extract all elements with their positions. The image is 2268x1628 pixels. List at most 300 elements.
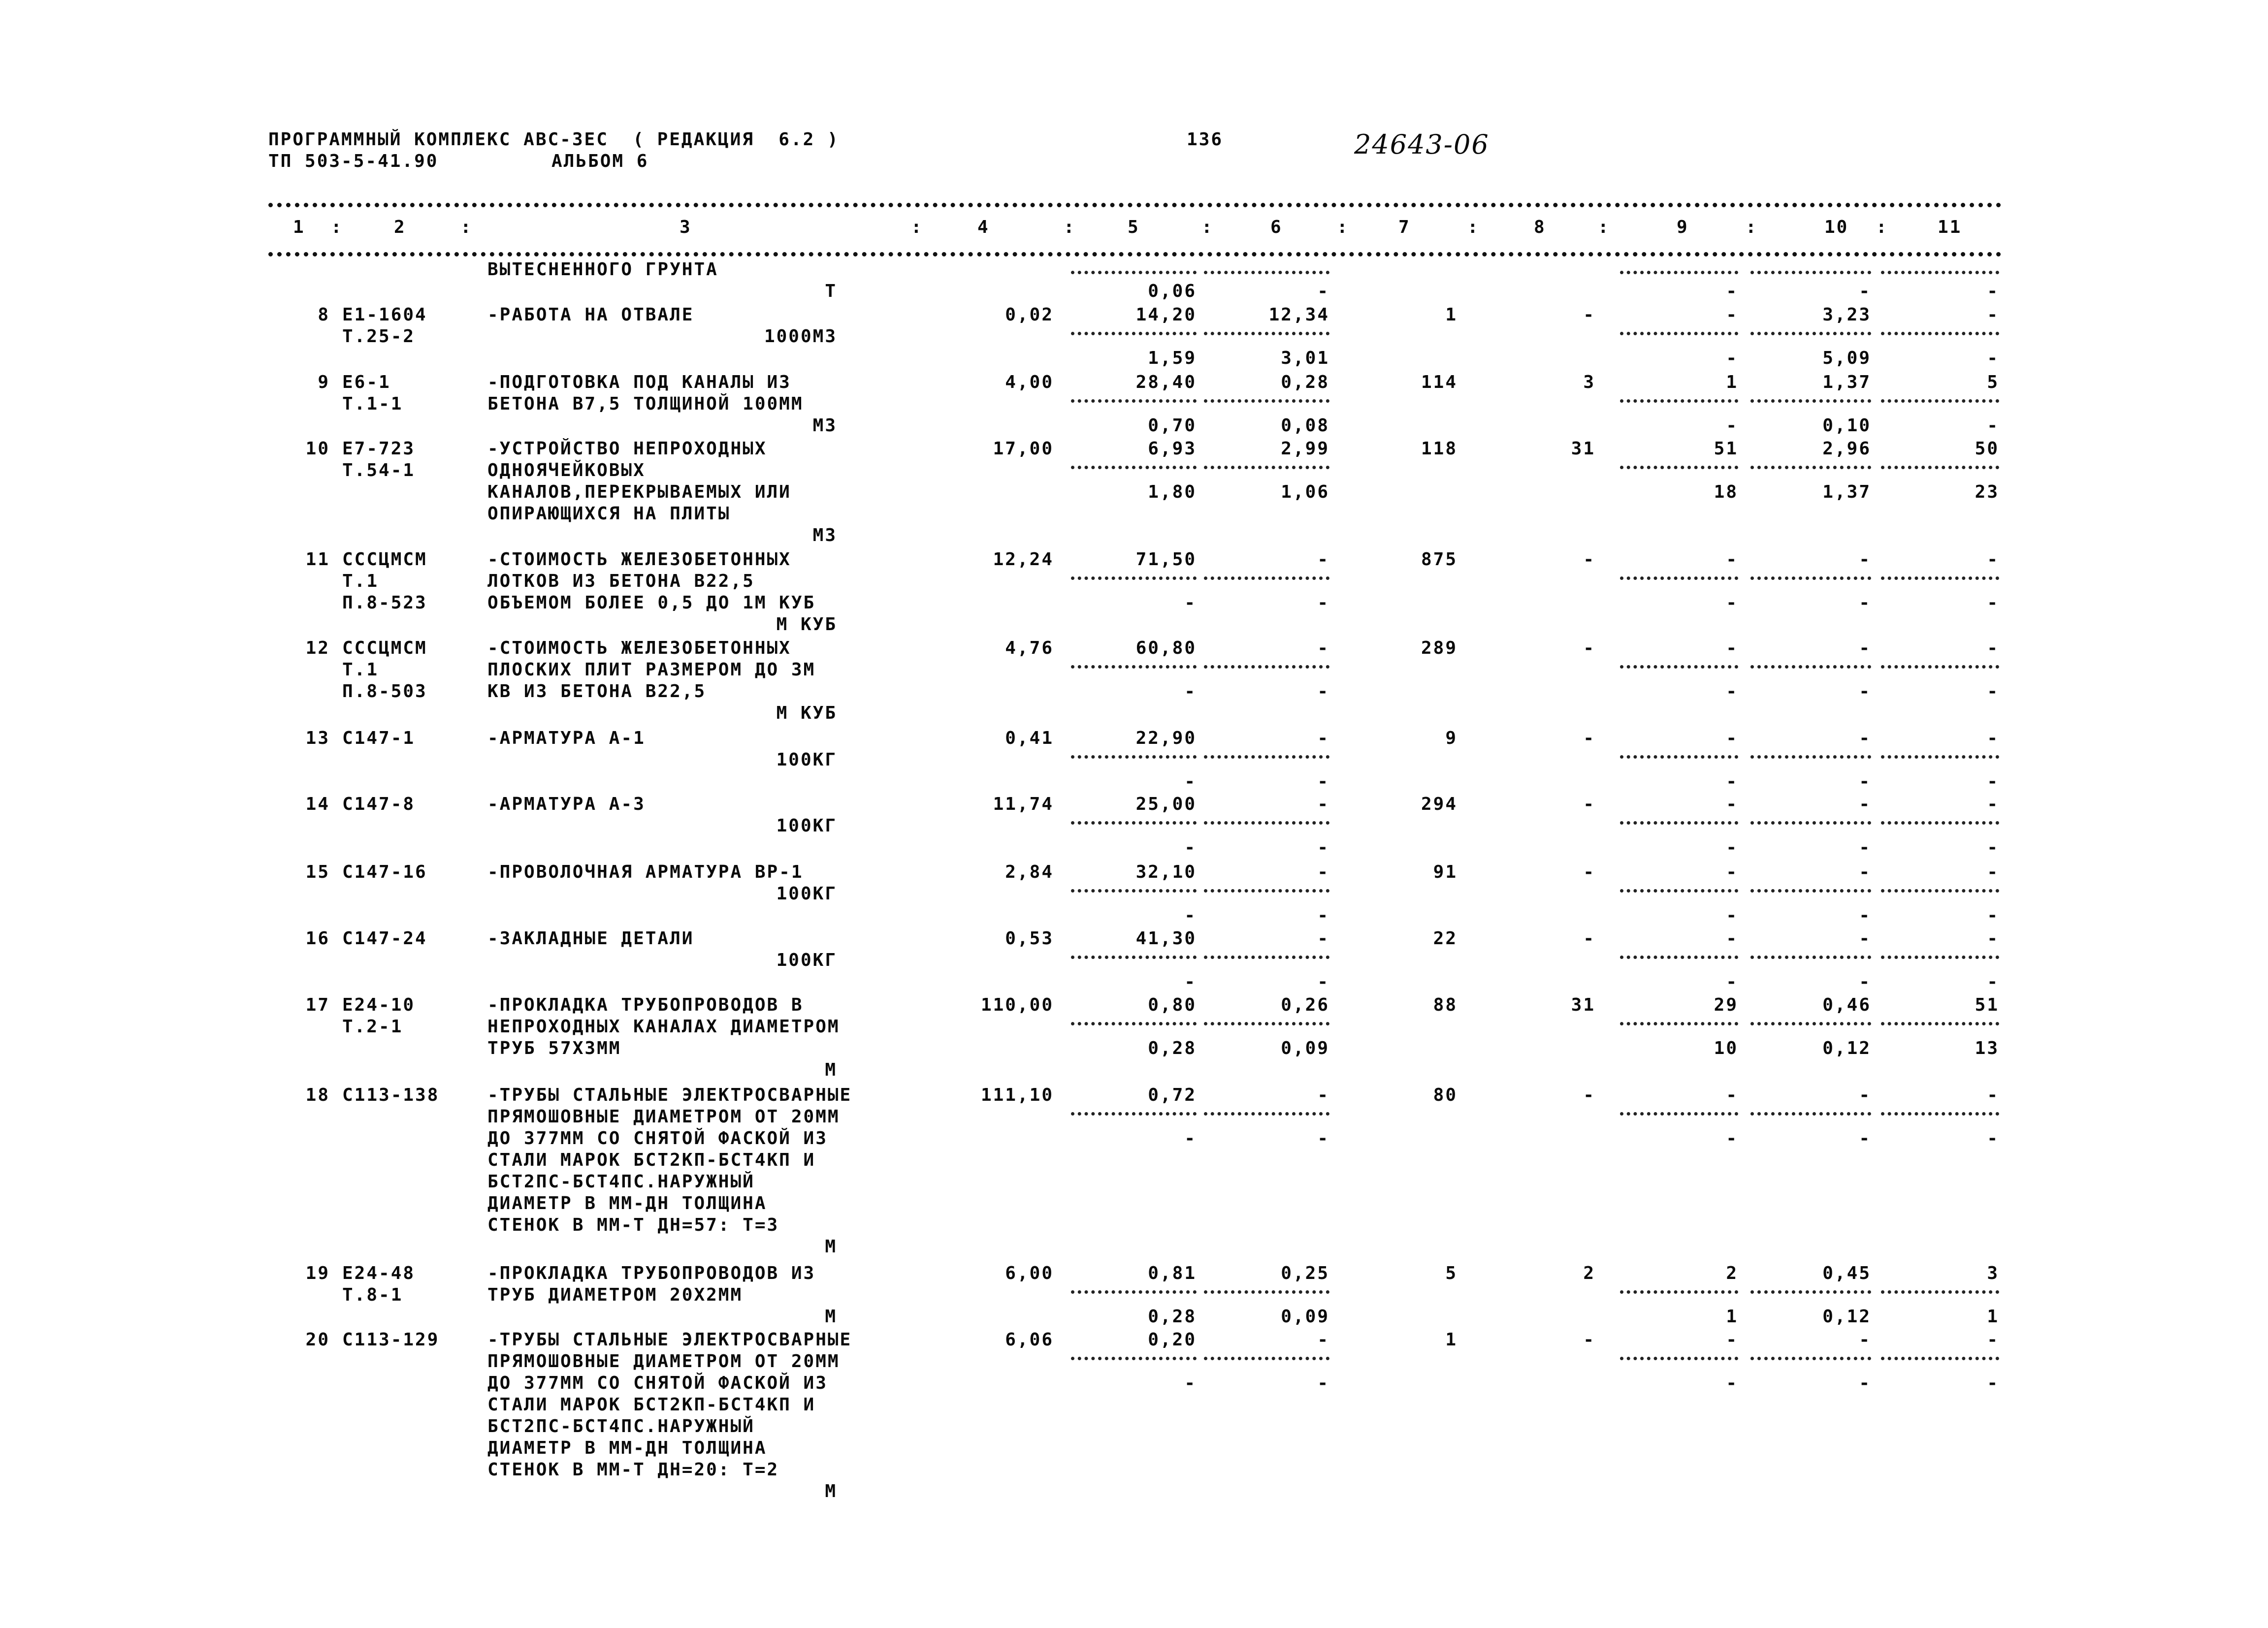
- value-c5a: 28,40: [1135, 372, 1197, 392]
- value-c9a: -: [1726, 638, 1738, 658]
- work-description: БСТ2ПС-БСТ4ПС.НАРУЖНЫЙ: [487, 1416, 755, 1436]
- value-c9b: -: [1726, 1128, 1738, 1149]
- value-c5b: 0,70: [1148, 415, 1197, 436]
- value-c6a: -: [1317, 638, 1329, 658]
- cell-divider: [1071, 576, 1197, 580]
- work-description: ВЫТЕСНЕННОГО ГРУНТА: [487, 259, 718, 280]
- unit-of-measure: М: [825, 1307, 837, 1327]
- cell-divider: [1750, 755, 1871, 759]
- resource-code: Е6-1: [342, 372, 391, 392]
- resource-code: С113-138: [342, 1085, 440, 1105]
- value-c8: -: [1583, 638, 1595, 658]
- value-c5b: -: [1184, 1373, 1197, 1393]
- value-c10b: 0,12: [1822, 1307, 1871, 1327]
- value-c6b: -: [1317, 771, 1329, 792]
- value-c7: 294: [1421, 794, 1458, 814]
- value-c5a: 60,80: [1135, 638, 1197, 658]
- cell-divider: [1750, 332, 1871, 335]
- cell-divider: [1750, 1357, 1871, 1360]
- work-description: БСТ2ПС-БСТ4ПС.НАРУЖНЫЙ: [487, 1172, 755, 1192]
- value-c8: -: [1583, 928, 1595, 949]
- value-c7: 1: [1445, 305, 1458, 325]
- value-c5a: 0,20: [1148, 1330, 1197, 1350]
- work-description: КАНАЛОВ,ПЕРЕКРЫВАЕМЫХ ИЛИ: [487, 482, 791, 502]
- column-header-4: 4: [977, 217, 990, 237]
- value-c10a: -: [1859, 1085, 1871, 1105]
- value-c7: 289: [1421, 638, 1458, 658]
- resource-code: Т.54-1: [342, 460, 416, 480]
- work-description: -ПРОКЛАДКА ТРУБОПРОВОДОВ ИЗ: [487, 1263, 816, 1283]
- value-c10b: 0,12: [1822, 1038, 1871, 1058]
- value-c8: -: [1583, 549, 1595, 570]
- column-separator: :: [460, 217, 473, 237]
- value-c5a: 6,93: [1148, 439, 1197, 459]
- cell-divider: [1204, 1357, 1329, 1360]
- value-c9a: 1: [1726, 372, 1738, 392]
- value-c6b: -: [1317, 1128, 1329, 1149]
- unit-of-measure: М КУБ: [776, 703, 837, 723]
- column-separator: :: [1746, 217, 1758, 237]
- column-separator: :: [1064, 217, 1076, 237]
- value-c11a: -: [1987, 928, 1999, 949]
- value-c11a: -: [1987, 728, 1999, 748]
- value-c7: 91: [1433, 862, 1458, 882]
- value-c6a: -: [1317, 862, 1329, 882]
- value-c7: 114: [1421, 372, 1458, 392]
- cell-divider: [1204, 271, 1329, 274]
- value-c5b: 0,06: [1148, 281, 1197, 301]
- cell-divider: [1881, 271, 1999, 274]
- work-description: -ПРОКЛАДКА ТРУБОПРОВОДОВ В: [487, 995, 804, 1015]
- value-c9b: -: [1726, 837, 1738, 858]
- work-description: ТРУБ ДИАМЕТРОМ 20Х2ММ: [487, 1285, 743, 1305]
- cell-divider: [1620, 755, 1738, 759]
- column-header-7: 7: [1398, 217, 1411, 237]
- value-c5b: 1,59: [1148, 348, 1197, 368]
- value-c5b: -: [1184, 905, 1197, 926]
- row-number: 20: [305, 1330, 330, 1350]
- value-c11b: -: [1987, 415, 1999, 436]
- handwritten-code: 24643-06: [1354, 129, 1490, 160]
- value-c5a: 0,72: [1148, 1085, 1197, 1105]
- value-c4: 111,10: [980, 1085, 1054, 1105]
- resource-code: Т.2-1: [342, 1017, 403, 1037]
- cell-divider: [1204, 576, 1329, 580]
- row-number: 10: [305, 439, 330, 459]
- cell-divider: [1881, 956, 1999, 959]
- cell-divider: [1204, 399, 1329, 403]
- value-c10b: -: [1859, 281, 1871, 301]
- work-description: БЕТОНА В7,5 ТОЛЩИНОЙ 100ММ: [487, 394, 804, 414]
- value-c4: 11,74: [993, 794, 1054, 814]
- value-c11a: 51: [1975, 995, 1999, 1015]
- resource-code: Т.8-1: [342, 1285, 403, 1305]
- table-top-rule: [268, 203, 2002, 207]
- value-c9a: -: [1726, 1085, 1738, 1105]
- project-code: ТП 503-5-41.90: [268, 151, 439, 171]
- cell-divider: [1204, 332, 1329, 335]
- value-c4: 6,00: [1005, 1263, 1054, 1283]
- value-c10a: -: [1859, 794, 1871, 814]
- value-c9a: 2: [1726, 1263, 1738, 1283]
- cell-divider: [1881, 755, 1999, 759]
- value-c11b: -: [1987, 837, 1999, 858]
- value-c11b: -: [1987, 348, 1999, 368]
- column-header-2: 2: [394, 217, 406, 237]
- value-c11b: -: [1987, 281, 1999, 301]
- value-c4: 2,84: [1005, 862, 1054, 882]
- unit-of-measure: 100КГ: [776, 816, 837, 836]
- value-c10b: -: [1859, 837, 1871, 858]
- value-c4: 17,00: [993, 439, 1054, 459]
- cell-divider: [1071, 332, 1197, 335]
- value-c7: 875: [1421, 549, 1458, 570]
- value-c6a: -: [1317, 794, 1329, 814]
- value-c4: 0,53: [1005, 928, 1054, 949]
- column-separator: :: [911, 217, 923, 237]
- cell-divider: [1204, 956, 1329, 959]
- resource-code: СССЦМСМ: [342, 638, 427, 658]
- value-c8: 31: [1571, 439, 1595, 459]
- value-c9b: -: [1726, 1373, 1738, 1393]
- work-description: ОБЪЕМОМ БОЛЕЕ 0,5 ДО 1М КУБ: [487, 593, 816, 613]
- value-c5b: -: [1184, 681, 1197, 702]
- resource-code: СССЦМСМ: [342, 549, 427, 570]
- value-c11a: -: [1987, 638, 1999, 658]
- work-description: -ПОДГОТОВКА ПОД КАНАЛЫ ИЗ: [487, 372, 791, 392]
- value-c5a: 0,80: [1148, 995, 1197, 1015]
- value-c11b: 13: [1975, 1038, 1999, 1058]
- cell-divider: [1750, 821, 1871, 825]
- value-c9b: -: [1726, 593, 1738, 613]
- value-c9b: -: [1726, 972, 1738, 992]
- value-c7: 118: [1421, 439, 1458, 459]
- value-c9b: 1: [1726, 1307, 1738, 1327]
- value-c5b: -: [1184, 771, 1197, 792]
- cell-divider: [1071, 399, 1197, 403]
- table-header-rule: [268, 252, 2002, 256]
- value-c11b: -: [1987, 1373, 1999, 1393]
- cell-divider: [1204, 466, 1329, 469]
- cell-divider: [1750, 665, 1871, 669]
- value-c5a: 22,90: [1135, 728, 1197, 748]
- cell-divider: [1881, 466, 1999, 469]
- column-separator: :: [1598, 217, 1610, 237]
- resource-code: Т.1: [342, 660, 379, 680]
- value-c4: 6,06: [1005, 1330, 1054, 1350]
- work-description: ДИАМЕТР В ММ-ДН ТОЛЩИНА: [487, 1438, 767, 1458]
- value-c5a: 32,10: [1135, 862, 1197, 882]
- value-c5b: 0,28: [1148, 1038, 1197, 1058]
- work-description: НЕПРОХОДНЫХ КАНАЛАХ ДИАМЕТРОМ: [487, 1017, 840, 1037]
- cell-divider: [1750, 399, 1871, 403]
- unit-of-measure: М КУБ: [776, 614, 837, 635]
- value-c7: 5: [1445, 1263, 1458, 1283]
- value-c11b: -: [1987, 972, 1999, 992]
- unit-of-measure: М: [825, 1481, 837, 1501]
- value-c9b: -: [1726, 281, 1738, 301]
- resource-code: П.8-503: [342, 681, 427, 702]
- value-c10a: -: [1859, 1330, 1871, 1350]
- cell-divider: [1071, 271, 1197, 274]
- resource-code: С147-1: [342, 728, 416, 748]
- column-header-11: 11: [1938, 217, 1962, 237]
- work-description: ДО 377ММ СО СНЯТОЙ ФАСКОЙ ИЗ: [487, 1128, 828, 1149]
- value-c6b: -: [1317, 593, 1329, 613]
- row-number: 17: [305, 995, 330, 1015]
- cell-divider: [1750, 889, 1871, 893]
- value-c11b: -: [1987, 771, 1999, 792]
- cell-divider: [1620, 466, 1738, 469]
- cell-divider: [1620, 1022, 1738, 1025]
- value-c11b: -: [1987, 905, 1999, 926]
- value-c11b: 23: [1975, 482, 1999, 502]
- value-c10b: -: [1859, 972, 1871, 992]
- row-number: 15: [305, 862, 330, 882]
- value-c11b: -: [1987, 681, 1999, 702]
- value-c10b: -: [1859, 771, 1871, 792]
- resource-code: С113-129: [342, 1330, 440, 1350]
- value-c10a: 0,46: [1822, 995, 1871, 1015]
- value-c5b: -: [1184, 837, 1197, 858]
- value-c6b: -: [1317, 281, 1329, 301]
- cell-divider: [1071, 466, 1197, 469]
- value-c6a: -: [1317, 1085, 1329, 1105]
- cell-divider: [1620, 1357, 1738, 1360]
- cell-divider: [1204, 665, 1329, 669]
- value-c6b: 3,01: [1281, 348, 1329, 368]
- work-description: ТРУБ 57Х3ММ: [487, 1038, 621, 1058]
- value-c8: -: [1583, 1330, 1595, 1350]
- value-c7: 1: [1445, 1330, 1458, 1350]
- row-number: 11: [305, 549, 330, 570]
- value-c11a: -: [1987, 549, 1999, 570]
- value-c10a: 1,37: [1822, 372, 1871, 392]
- resource-code: Е1-1604: [342, 305, 427, 325]
- program-title: ПРОГРАММНЫЙ КОМПЛЕКС АВС-3ЕС ( РЕДАКЦИЯ 6.2 ): [268, 129, 840, 150]
- value-c9b: 18: [1714, 482, 1738, 502]
- row-number: 8: [318, 305, 330, 325]
- work-description: СТЕНОК В ММ-Т ДН=20: Т=2: [487, 1460, 779, 1480]
- value-c5b: 0,28: [1148, 1307, 1197, 1327]
- value-c11b: -: [1987, 593, 1999, 613]
- resource-code: Т.1: [342, 571, 379, 591]
- work-description: СТЕНОК В ММ-Т ДН=57: Т=3: [487, 1215, 779, 1235]
- work-description: -АРМАТУРА А-1: [487, 728, 646, 748]
- cell-divider: [1750, 1112, 1871, 1116]
- cell-divider: [1204, 1022, 1329, 1025]
- value-c6b: 0,09: [1281, 1038, 1329, 1058]
- unit-of-measure: М3: [812, 525, 837, 545]
- value-c11b: -: [1987, 1128, 1999, 1149]
- value-c10b: -: [1859, 905, 1871, 926]
- work-description: -ПРОВОЛОЧНАЯ АРМАТУРА ВР-1: [487, 862, 804, 882]
- work-description: СТАЛИ МАРОК БСТ2КП-БСТ4КП И: [487, 1150, 816, 1170]
- value-c5a: 14,20: [1135, 305, 1197, 325]
- value-c4: 12,24: [993, 549, 1054, 570]
- value-c7: 80: [1433, 1085, 1458, 1105]
- value-c9a: -: [1726, 1330, 1738, 1350]
- value-c6b: 0,08: [1281, 415, 1329, 436]
- value-c11a: 5: [1987, 372, 1999, 392]
- album-label: АЛЬБОМ 6: [551, 151, 649, 171]
- value-c10a: -: [1859, 862, 1871, 882]
- cell-divider: [1881, 332, 1999, 335]
- cell-divider: [1881, 889, 1999, 893]
- cell-divider: [1071, 821, 1197, 825]
- cell-divider: [1620, 399, 1738, 403]
- cell-divider: [1750, 466, 1871, 469]
- value-c11a: -: [1987, 305, 1999, 325]
- value-c9a: -: [1726, 728, 1738, 748]
- value-c4: 4,76: [1005, 638, 1054, 658]
- value-c6b: -: [1317, 905, 1329, 926]
- unit-of-measure: Т: [825, 281, 837, 301]
- value-c10b: -: [1859, 593, 1871, 613]
- value-c6a: 0,28: [1281, 372, 1329, 392]
- cell-divider: [1750, 1022, 1871, 1025]
- cell-divider: [1620, 1290, 1738, 1294]
- column-header-6: 6: [1270, 217, 1283, 237]
- value-c8: -: [1583, 728, 1595, 748]
- value-c10a: 2,96: [1822, 439, 1871, 459]
- work-description: -СТОИМОСТЬ ЖЕЛЕЗОБЕТОННЫХ: [487, 638, 791, 658]
- value-c6a: -: [1317, 549, 1329, 570]
- value-c6a: -: [1317, 1330, 1329, 1350]
- value-c6a: 2,99: [1281, 439, 1329, 459]
- column-separator: :: [1337, 217, 1349, 237]
- value-c4: 4,00: [1005, 372, 1054, 392]
- work-description: ЛОТКОВ ИЗ БЕТОНА В22,5: [487, 571, 755, 591]
- resource-code: С147-16: [342, 862, 427, 882]
- work-description: ОДНОЯЧЕЙКОВЫХ: [487, 460, 646, 480]
- cell-divider: [1620, 665, 1738, 669]
- value-c9a: 51: [1714, 439, 1738, 459]
- value-c8: -: [1583, 862, 1595, 882]
- column-separator: :: [331, 217, 343, 237]
- value-c11a: -: [1987, 1085, 1999, 1105]
- value-c6a: 0,26: [1281, 995, 1329, 1015]
- cell-divider: [1750, 576, 1871, 580]
- value-c5b: -: [1184, 1128, 1197, 1149]
- value-c8: -: [1583, 1085, 1595, 1105]
- cell-divider: [1620, 271, 1738, 274]
- value-c6b: -: [1317, 681, 1329, 702]
- work-description: ПРЯМОШОВНЫЕ ДИАМЕТРОМ ОТ 20ММ: [487, 1351, 840, 1372]
- cell-divider: [1620, 956, 1738, 959]
- resource-code: Е7-723: [342, 439, 416, 459]
- row-number: 9: [318, 372, 330, 392]
- page-number: 136: [1187, 129, 1224, 150]
- value-c6b: 1,06: [1281, 482, 1329, 502]
- value-c11a: -: [1987, 1330, 1999, 1350]
- value-c9b: -: [1726, 415, 1738, 436]
- cell-divider: [1881, 1022, 1999, 1025]
- resource-code: Е24-10: [342, 995, 416, 1015]
- work-description: -СТОИМОСТЬ ЖЕЛЕЗОБЕТОННЫХ: [487, 549, 791, 570]
- value-c4: 110,00: [980, 995, 1054, 1015]
- value-c9a: -: [1726, 305, 1738, 325]
- unit-of-measure: 100КГ: [776, 884, 837, 904]
- value-c11a: 3: [1987, 1263, 1999, 1283]
- cell-divider: [1204, 1290, 1329, 1294]
- work-description: -ТРУБЫ СТАЛЬНЫЕ ЭЛЕКТРОСВАРНЫЕ: [487, 1085, 852, 1105]
- unit-of-measure: 1000М3: [764, 326, 837, 347]
- column-separator: :: [1876, 217, 1888, 237]
- cell-divider: [1750, 1290, 1871, 1294]
- work-description: -АРМАТУРА А-3: [487, 794, 646, 814]
- column-header-10: 10: [1824, 217, 1849, 237]
- cell-divider: [1881, 1357, 1999, 1360]
- value-c6b: -: [1317, 1373, 1329, 1393]
- value-c9a: -: [1726, 928, 1738, 949]
- value-c9a: -: [1726, 549, 1738, 570]
- value-c5a: 71,50: [1135, 549, 1197, 570]
- cell-divider: [1071, 755, 1197, 759]
- value-c10b: -: [1859, 1128, 1871, 1149]
- value-c8: 3: [1583, 372, 1595, 392]
- value-c5b: -: [1184, 593, 1197, 613]
- value-c9b: -: [1726, 905, 1738, 926]
- cell-divider: [1881, 1112, 1999, 1116]
- unit-of-measure: М3: [812, 415, 837, 436]
- value-c9a: 29: [1714, 995, 1738, 1015]
- cell-divider: [1071, 889, 1197, 893]
- value-c6b: 0,09: [1281, 1307, 1329, 1327]
- cell-divider: [1881, 576, 1999, 580]
- unit-of-measure: М: [825, 1060, 837, 1080]
- value-c6b: -: [1317, 972, 1329, 992]
- value-c7: 22: [1433, 928, 1458, 949]
- value-c4: 0,41: [1005, 728, 1054, 748]
- value-c9b: -: [1726, 348, 1738, 368]
- value-c10a: -: [1859, 928, 1871, 949]
- cell-divider: [1071, 1290, 1197, 1294]
- work-description: ПРЯМОШОВНЫЕ ДИАМЕТРОМ ОТ 20ММ: [487, 1107, 840, 1127]
- value-c6a: 12,34: [1268, 305, 1329, 325]
- value-c6a: -: [1317, 728, 1329, 748]
- cell-divider: [1881, 665, 1999, 669]
- cell-divider: [1204, 889, 1329, 893]
- work-description: ПЛОСКИХ ПЛИТ РАЗМЕРОМ ДО 3М: [487, 660, 816, 680]
- cell-divider: [1881, 821, 1999, 825]
- value-c6b: -: [1317, 837, 1329, 858]
- row-number: 12: [305, 638, 330, 658]
- value-c10a: 3,23: [1822, 305, 1871, 325]
- value-c11a: -: [1987, 794, 1999, 814]
- work-description: КВ ИЗ БЕТОНА В22,5: [487, 681, 707, 702]
- cell-divider: [1204, 755, 1329, 759]
- resource-code: Е24-48: [342, 1263, 416, 1283]
- cell-divider: [1750, 956, 1871, 959]
- row-number: 18: [305, 1085, 330, 1105]
- value-c5a: 0,81: [1148, 1263, 1197, 1283]
- value-c5b: 1,80: [1148, 482, 1197, 502]
- work-description: ДО 377ММ СО СНЯТОЙ ФАСКОЙ ИЗ: [487, 1373, 828, 1393]
- cell-divider: [1881, 399, 1999, 403]
- cell-divider: [1204, 1112, 1329, 1116]
- column-header-1: 1: [293, 217, 305, 237]
- value-c10a: -: [1859, 549, 1871, 570]
- value-c11a: 50: [1975, 439, 1999, 459]
- resource-code: С147-24: [342, 928, 427, 949]
- cell-divider: [1620, 576, 1738, 580]
- value-c5a: 41,30: [1135, 928, 1197, 949]
- unit-of-measure: М: [825, 1237, 837, 1257]
- row-number: 14: [305, 794, 330, 814]
- value-c8: -: [1583, 305, 1595, 325]
- value-c9b: -: [1726, 681, 1738, 702]
